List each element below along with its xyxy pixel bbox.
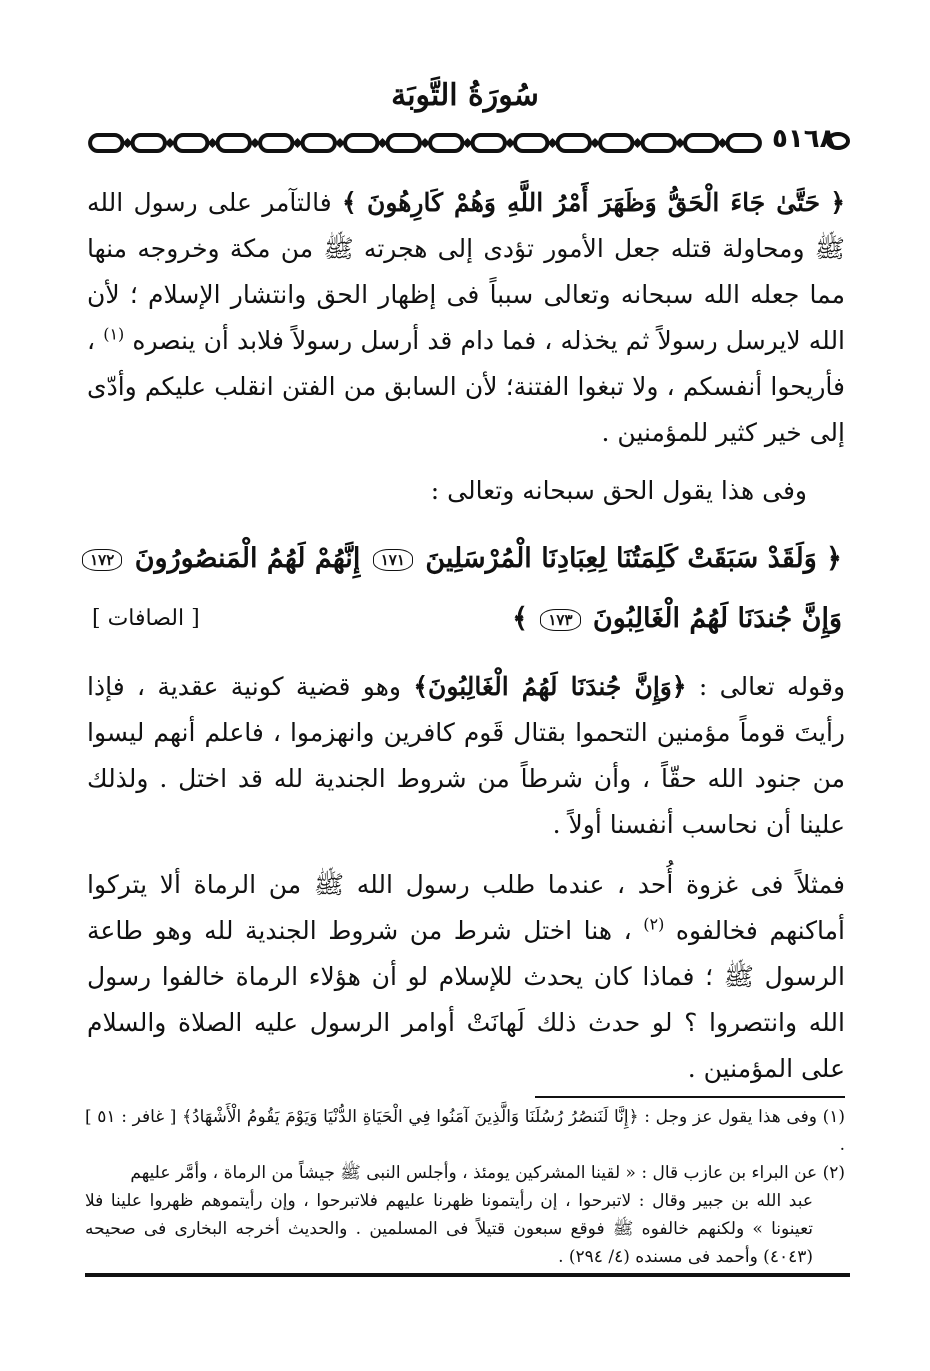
paragraph-text: فالتآمر على رسول الله ﷺ ومحاولة قتله جعل الأمور تؤدى إلى هجرته ﷺ من مكة وخروجه منها مما جعله الله سبحانه وتعالى سبباً فى إظهار الحق وانتشار الإسلام ؛ لأن الله لايرسل رسولاً ثم يخذله ، فما دام قد أرسل رسولاً فلابد أن ينصره <box>87 188 846 355</box>
verse-text: وَلَقَدْ سَبَقَتْ كَلِمَتُنَا لِعِبَادِنَا الْمُرْسَلِينَ <box>425 543 817 574</box>
paragraph-text-continued: ، هنا اختل شرط من شروط الجندية لله وهو طاعة الرسول ﷺ ؛ فماذا كان يحدث للإسلام لو أن هؤلاء الرماة خالفوا رسول الله وانتصروا ؟ لو حدث ذلك لَهانَتْ أوامر الرسول عليه الصلاة والسلام على المؤمنين . <box>87 916 845 1083</box>
quran-verse: ﴿وَإِنَّ جُندَنَا لَهُمُ الْغَالِبُونَ﴾ <box>413 672 687 701</box>
ayah-number-marker: ١٧١ <box>373 549 413 571</box>
verse-line-1 <box>79 536 842 582</box>
ayah-number-marker: ١٧٢ <box>82 549 122 571</box>
verse-text: إِنَّهُمْ لَهُمُ الْمَنصُورُونَ <box>134 543 361 574</box>
verse-close-brace: ﴾ <box>512 603 528 634</box>
bottom-rule <box>85 1273 850 1277</box>
page-number: ٥١٦٨ <box>772 124 836 154</box>
paragraph-4 <box>87 862 845 1092</box>
paragraph-text: وقوله تعالى : <box>698 672 846 701</box>
surah-title: سُورَةُ التَّوبَة <box>391 78 539 113</box>
paragraph-text-continued: ، فأريحوا أنفسكم ، ولا تبغوا الفتنة؛ لأن السابق من الفتن انقلب عليكم وأدّى إلى خير كثير للمؤمنين . <box>87 326 845 447</box>
verse-text: وَإِنَّ جُندَنَا لَهُمُ الْغَالِبُونَ <box>592 603 842 634</box>
ayah-number-marker: ١٧٣ <box>540 609 580 631</box>
paragraph-text: فمثلاً فى غزوة أُحد ، عندما طلب رسول الله ﷺ من الرماة ألا يتركوا أماكنهم فخالفوه <box>87 870 846 945</box>
ornament-end-icon <box>826 131 850 151</box>
paragraph-1 <box>87 180 845 456</box>
header-ornament <box>85 128 765 158</box>
verse-open-brace: ﴿ <box>830 188 845 217</box>
footnote-divider <box>535 1096 845 1098</box>
footnote-ref-2: (٢) <box>643 914 665 934</box>
surah-reference: [ الصافات ] <box>92 606 200 631</box>
verse-open-brace: ﴿ <box>826 543 842 574</box>
footnote-1: (١) وفى هذا يقول عز وجل : ﴿إِنَّا لَنَنصُرُ رُسُلَنَا وَالَّذِينَ آمَنُوا فِي الْحَيَاةِ الدُّنْيَا وَيَوْمَ يَقُومُ الْأَشْهَادُ﴾ [ غافر : ٥١ ] . <box>85 1107 845 1155</box>
paragraph-3 <box>87 664 845 848</box>
paragraph-text-continued: وهو قضية كونية عقدية ، فإذا رأيتَ قوماً مؤمنين التحموا بقتال قَوم كافرين وانهزموا ، فاعلم أنهم ليسوا من جنود الله حقّاً ، وأن شرطاً من شروط الجندية لله قد اختل . ولذلك علينا أن نحاسب أنفسنا أولاً . <box>87 672 845 839</box>
verse-line-2 <box>512 596 842 642</box>
quran-verse: حَتَّىٰ جَاءَ الْحَقُّ وَظَهَرَ أَمْرُ اللَّهِ وَهُمْ كَارِهُونَ <box>366 188 821 217</box>
footnote-2-first-line: (٢) عن البراء بن عازب قال : « لقينا المشركين يومئذ ، وأجلس النبى ﷺ جيشاً من الرماة ، وأمَّر عليهم <box>130 1163 845 1183</box>
footnotes <box>85 1103 845 1271</box>
footnote-ref-1: (١) <box>103 324 125 344</box>
verse-close-brace: ﴾ <box>342 188 357 217</box>
paragraph-2: وفى هذا يقول الحق سبحانه وتعالى : <box>430 476 807 505</box>
footnote-2-continued: عبد الله بن جبير وقال : لاتبرحوا ، إن رأيتمونا ظهرنا عليهم فلاتبرحوا ، وإن رأيتموهم ظهروا علينا فلا تعينونا » ولكنهم خالفوه ﷺ فوقع سبعون قتيلاً فى المسلمين . والحديث أخرجه البخارى فى صحيحه (٤٠٤٣) وأحمد فى مسنده (٤/ ٢٩٤) . <box>85 1191 813 1267</box>
